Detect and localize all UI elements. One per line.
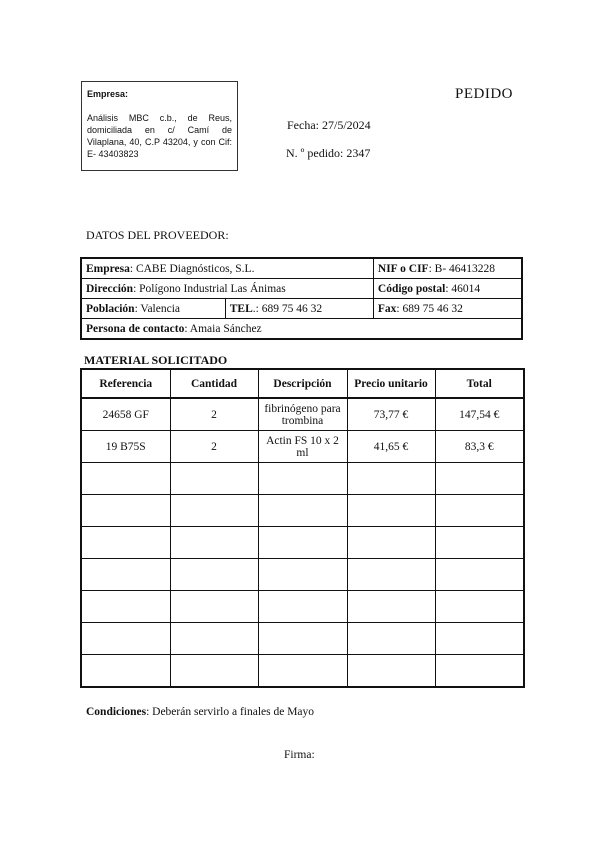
empty-cell	[347, 559, 435, 591]
supplier-nif-label: NIF o CIF	[377, 262, 429, 275]
supplier-postal-value: : 46014	[445, 282, 481, 295]
column-header-precio-unitario: Precio unitario	[347, 369, 435, 398]
material-section-title: MATERIAL SOLICITADO	[84, 353, 228, 367]
supplier-company-value: : CABE Diagnósticos, S.L.	[129, 262, 255, 275]
material-empty-row	[81, 591, 524, 623]
supplier-phone-label: TEL	[229, 302, 253, 315]
supplier-section-title: DATOS DEL PROVEEDOR:	[86, 228, 229, 242]
document-title: PEDIDO	[455, 86, 513, 102]
column-header-referencia: Referencia	[81, 369, 170, 398]
supplier-contact-cell	[81, 319, 522, 340]
material-empty-row	[81, 527, 524, 559]
conditions	[86, 706, 314, 718]
supplier-address-label: Dirección	[86, 282, 134, 295]
empty-cell	[258, 463, 347, 495]
empty-cell	[435, 527, 524, 559]
cell-cantidad: 2	[170, 431, 258, 463]
material-row	[81, 398, 524, 431]
material-empty-row	[81, 655, 524, 688]
empty-cell	[435, 591, 524, 623]
empty-cell	[170, 559, 258, 591]
supplier-city-label: Población	[86, 302, 135, 315]
material-empty-row	[81, 495, 524, 527]
empty-cell	[170, 623, 258, 655]
material-empty-row	[81, 623, 524, 655]
empty-rows-group	[81, 463, 524, 688]
supplier-fax-label: Fax	[377, 302, 397, 315]
material-row	[81, 431, 524, 463]
supplier-company-label: Empresa	[86, 262, 130, 275]
empty-cell	[435, 463, 524, 495]
signature-label: Firma:	[284, 749, 315, 761]
cell-total: 147,54 €	[435, 398, 524, 431]
empty-cell	[347, 463, 435, 495]
empty-cell	[435, 655, 524, 688]
empty-cell	[81, 495, 170, 527]
cell-total: 83,3 €	[435, 431, 524, 463]
empty-cell	[435, 623, 524, 655]
empty-cell	[347, 655, 435, 688]
supplier-company-cell	[81, 258, 373, 279]
empty-cell	[258, 591, 347, 623]
cell-descripcion: Actin FS 10 x 2 ml	[258, 431, 347, 463]
supplier-address-value: : Polígono Industrial Las Ánimas	[133, 282, 286, 295]
empresa-label: Empresa:	[87, 89, 129, 99]
order-number: N. º pedido: 2347	[286, 146, 371, 160]
supplier-phone-value: .: 689 75 46 32	[252, 302, 323, 315]
empty-cell	[81, 559, 170, 591]
material-header-row	[81, 369, 524, 398]
supplier-fax-cell	[373, 299, 522, 319]
cell-precio-unitario: 41,65 €	[347, 431, 435, 463]
empty-cell	[170, 527, 258, 559]
empty-cell	[435, 559, 524, 591]
supplier-city-value: : Valencia	[134, 302, 181, 315]
conditions-label: Condiciones	[86, 706, 147, 718]
cell-referencia: 19 B75S	[81, 431, 170, 463]
supplier-row	[81, 279, 522, 299]
empty-cell	[81, 527, 170, 559]
supplier-nif-cell	[373, 258, 522, 279]
empty-cell	[81, 463, 170, 495]
supplier-postal-label: Código postal	[377, 282, 446, 295]
supplier-postal-cell	[373, 279, 522, 299]
empty-cell	[81, 623, 170, 655]
empty-cell	[258, 559, 347, 591]
material-empty-row	[81, 559, 524, 591]
empty-cell	[170, 463, 258, 495]
empty-cell	[170, 495, 258, 527]
supplier-fax-value: : 689 75 46 32	[396, 302, 463, 315]
empty-cell	[347, 623, 435, 655]
cell-referencia: 24658 GF	[81, 398, 170, 431]
supplier-table	[80, 257, 523, 340]
supplier-row	[81, 299, 522, 319]
supplier-row	[81, 319, 522, 340]
supplier-phone-cell	[225, 299, 373, 319]
empty-cell	[81, 591, 170, 623]
supplier-address-cell	[81, 279, 373, 299]
cell-cantidad: 2	[170, 398, 258, 431]
empty-cell	[258, 495, 347, 527]
empresa-text: Análisis MBC c.b., de Reus, domiciliada en c/ Camí de Vilaplana, 40, C.P 43204, y con Cif: E- 43403823	[87, 113, 232, 159]
empty-cell	[258, 623, 347, 655]
column-header-total: Total	[435, 369, 524, 398]
empty-cell	[258, 655, 347, 688]
supplier-city-cell	[81, 299, 225, 319]
supplier-contact-value: : Amaia Sánchez	[184, 322, 262, 335]
empty-cell	[81, 655, 170, 688]
conditions-value: : Deberán servirlo a finales de Mayo	[146, 706, 315, 718]
cell-precio-unitario: 73,77 €	[347, 398, 435, 431]
supplier-row	[81, 258, 522, 279]
column-header-descripcion: Descripción	[258, 369, 347, 398]
empty-cell	[347, 527, 435, 559]
empty-cell	[435, 495, 524, 527]
empty-cell	[258, 527, 347, 559]
supplier-contact-label: Persona de contacto	[86, 322, 185, 335]
column-header-cantidad: Cantidad	[170, 369, 258, 398]
empty-cell	[347, 591, 435, 623]
material-empty-row	[81, 463, 524, 495]
supplier-nif-value: : B- 46413228	[428, 262, 496, 275]
cell-descripcion: fibrinógeno para trombina	[258, 398, 347, 431]
empty-cell	[347, 495, 435, 527]
material-table	[80, 368, 525, 688]
order-date: Fecha: 27/5/2024	[287, 118, 371, 132]
empresa-box	[81, 81, 238, 171]
empty-cell	[170, 655, 258, 688]
empty-cell	[170, 591, 258, 623]
